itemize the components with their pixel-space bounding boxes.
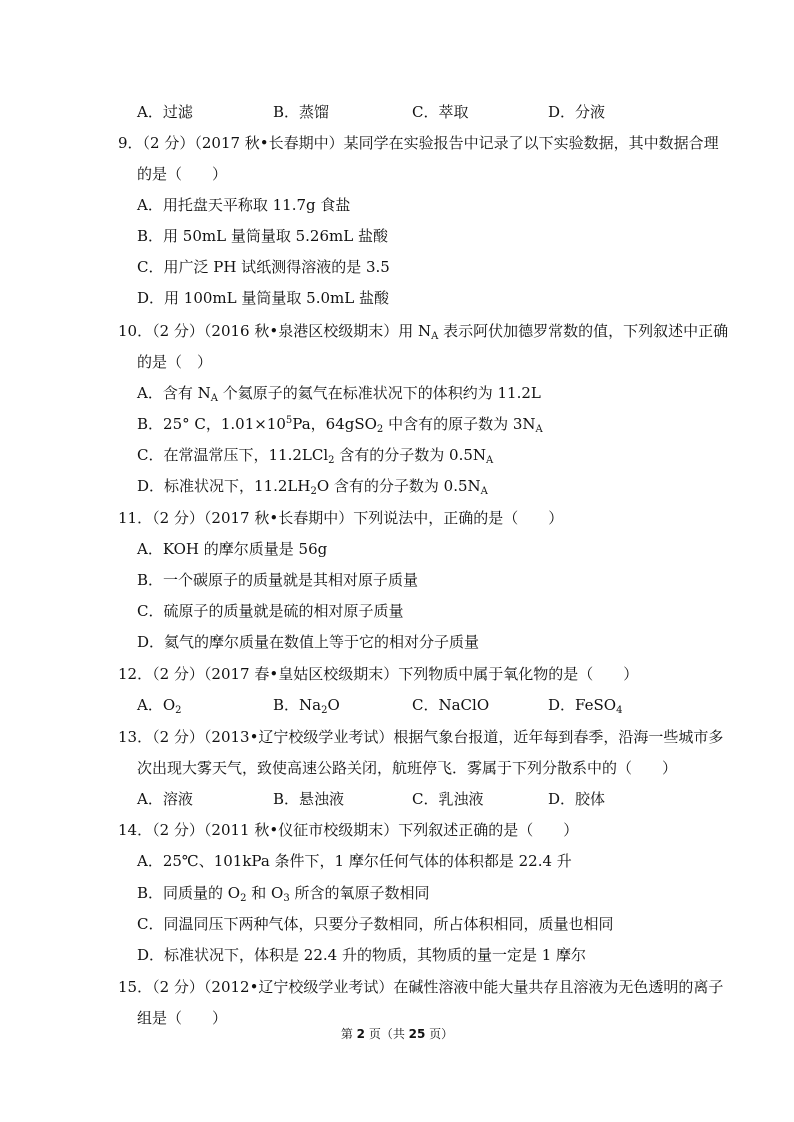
q12-option-b: B．$Na_2O$ xyxy=(273,696,340,716)
q10-option-b: B．25° C，$1.01\times 10^5Pa$，64gSO$_2$ 中含有的原子数为 $3N_A$ xyxy=(137,415,543,435)
q13-option-d: D．胶体 xyxy=(548,790,606,808)
q9-option-c: C．用广泛 PH 试纸测得溶液的是 3.5 xyxy=(137,258,390,276)
q13-stem-cont: 次出现大雾天气，致使高速公路关闭，航班停飞．雾属于下列分散系中的（ ） xyxy=(137,759,678,777)
q12-stem: 12．（2 分）（2017 春•皇姑区校级期末）下列物质中属于氧化物的是（ ） xyxy=(118,665,639,683)
page-footer: 第 2 页（共 25 页） xyxy=(340,1027,454,1041)
q15-stem: 15．（2 分）（2012•辽宁校级学业考试）在碱性溶液中能大量共存且溶液为无色透明的离子 xyxy=(118,978,724,996)
q11-option-d: D．氦气的摩尔质量在数值上等于它的相对分子质量 xyxy=(137,633,480,651)
q8-option-b: B．蒸馏 xyxy=(273,103,330,121)
q10-option-c: C．在常温常压下，11.2LCl$_2$ 含有的分子数为 $0.5N_A$ xyxy=(137,446,494,466)
q14-option-a: A．25℃、101kPa 条件下，1 摩尔任何气体的体积都是 22.4 升 xyxy=(137,852,572,870)
q15-stem-cont: 组是（ ） xyxy=(137,1009,228,1027)
q12-option-a: A．$O_2$ xyxy=(137,696,182,716)
q10-stem: 10．（2 分）（2016 秋•泉港区校级期末）用 $N_A$ 表示阿伏加德罗常数的值，下列叙述中正确 xyxy=(118,322,729,342)
q9-option-a: A．用托盘天平称取 11.7g 食盐 xyxy=(137,196,351,214)
q11-option-c: C．硫原子的质量就是硫的相对原子质量 xyxy=(137,602,404,620)
q14-option-d: D．标准状况下，体积是 22.4 升的物质，其物质的量一定是 1 摩尔 xyxy=(137,946,587,964)
q11-option-b: B．一个碳原子的质量就是其相对原子质量 xyxy=(137,571,419,589)
q9-stem-cont: 的是（ ） xyxy=(137,165,228,183)
q11-stem: 11．（2 分）（2017 秋•长春期中）下列说法中，正确的是（ ） xyxy=(118,509,564,527)
q14-option-b: B．同质量的 $O_2$ 和 $O_3$ 所含的氧原子数相同 xyxy=(137,884,430,904)
q13-option-c: C．乳浊液 xyxy=(412,790,484,808)
q12-option-d: D．FeSO$_4$ xyxy=(548,696,623,716)
q8-option-c: C．萃取 xyxy=(412,103,469,121)
q8-option-d: D．分液 xyxy=(548,103,606,121)
q13-option-a: A．溶液 xyxy=(137,790,193,808)
q9-stem: 9．（2 分）（2017 秋•长春期中）某同学在实验报告中记录了以下实验数据，其中数据合理 xyxy=(118,134,719,152)
q14-option-c: C．同温同压下两种气体，只要分子数相同，所占体积相同，质量也相同 xyxy=(137,915,614,933)
q12-option-c: C．NaClO xyxy=(412,696,490,714)
q8-option-a: A．过滤 xyxy=(137,103,193,121)
q9-option-d: D．用 100mL 量筒量取 5.0mL 盐酸 xyxy=(137,289,389,307)
q9-option-b: B．用 50mL 量筒量取 5.26mL 盐酸 xyxy=(137,227,388,245)
q13-stem: 13．（2 分）（2013•辽宁校级学业考试）根据气象台报道，近年每到春季，沿海一些城市多 xyxy=(118,728,724,746)
page-total: 25 xyxy=(408,1027,426,1041)
q10-option-d: D．标准状况下，$11.2LH_2O$ 含有的分子数为 $0.5N_A$ xyxy=(137,477,488,497)
q13-option-b: B．悬浊液 xyxy=(273,790,345,808)
page-number: 2 xyxy=(356,1027,365,1041)
q14-stem: 14．（2 分）（2011 秋•仪征市校级期末）下列叙述正确的是（ ） xyxy=(118,821,579,839)
q11-option-a: A．KOH 的摩尔质量是 56g xyxy=(137,540,328,558)
q10-option-a: A．含有 $N_A$ 个氦原子的氦气在标准状况下的体积约为 11.2L xyxy=(137,384,541,404)
q10-stem-cont: 的是（ ） xyxy=(137,353,213,371)
